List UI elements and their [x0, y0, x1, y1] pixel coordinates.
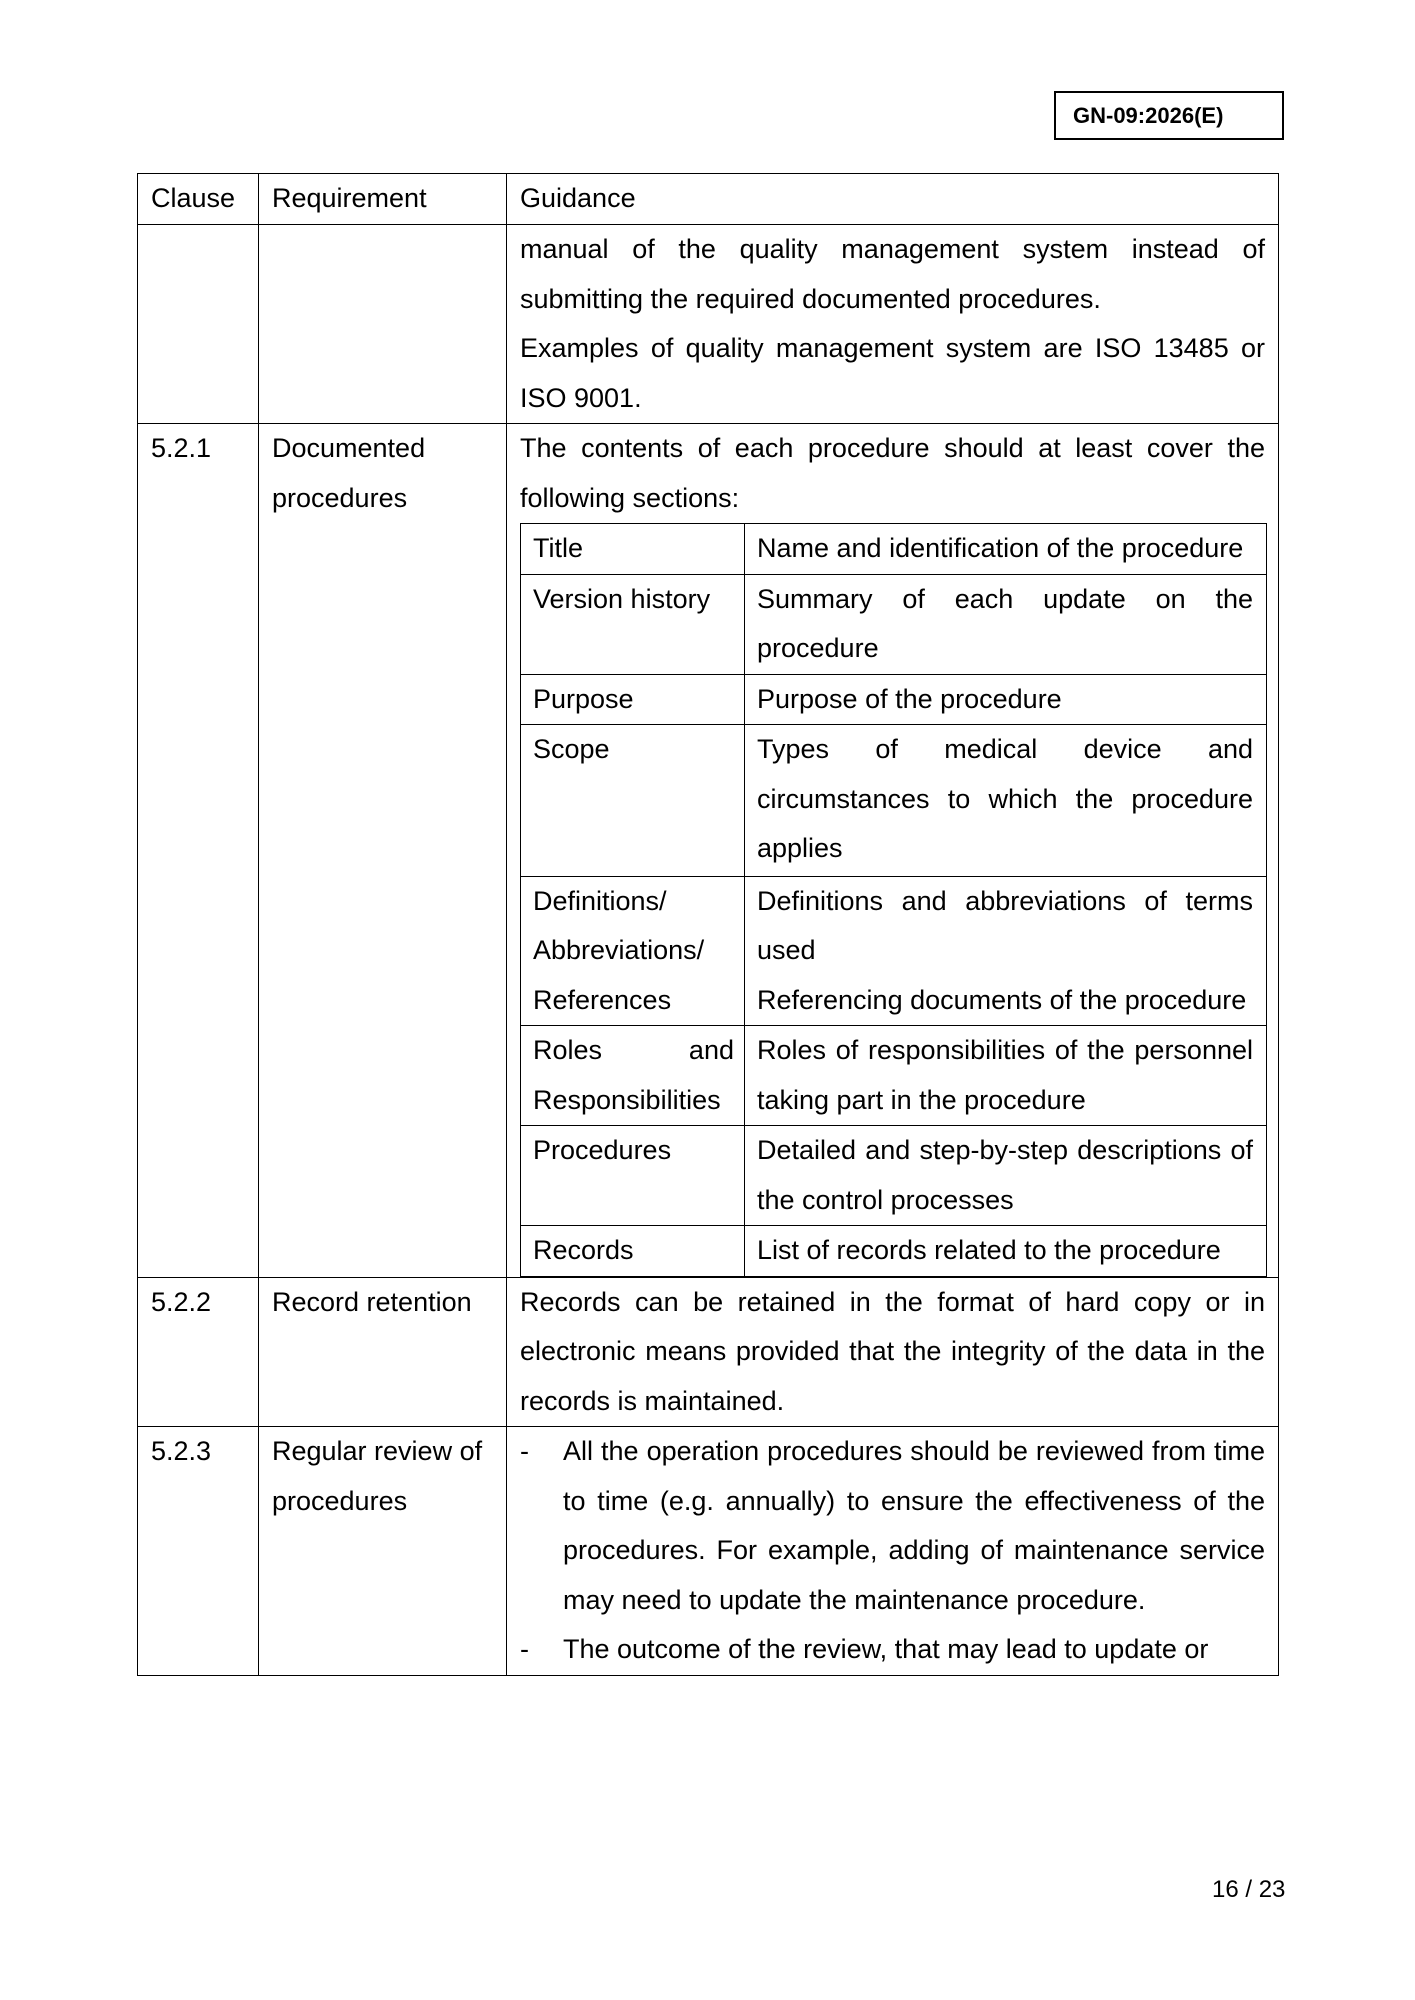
- bullet-text: All the operation procedures should be reviewed from time to time (e.g. annually) to ensure the effectiveness of the procedures. For example, adding of maintenance service may need to update the maintenance procedure.: [563, 1436, 1265, 1615]
- table-row-5-2-3: [138, 1427, 1279, 1676]
- section-description: Purpose of the procedure: [745, 674, 1267, 725]
- section-row: [521, 674, 1267, 725]
- procedure-sections-table: [520, 523, 1267, 1277]
- section-name: Scope: [521, 725, 745, 877]
- section-row: [521, 1026, 1267, 1126]
- continuation-paragraph: manual of the quality management system instead of submitting the required documented procedures.: [520, 234, 1265, 314]
- section-description: Types of medical device and circumstances to which the procedure applies: [745, 725, 1267, 877]
- document-id-box: [1054, 91, 1284, 140]
- requirement-text: Documented procedures: [259, 424, 507, 1278]
- section-name: Procedures: [521, 1126, 745, 1226]
- section-row: [521, 1226, 1267, 1277]
- continuation-paragraph: Examples of quality management system are ISO 13485 or ISO 9001.: [520, 333, 1265, 413]
- section-name: Definitions/ Abbreviations/ References: [521, 876, 745, 1026]
- bullet-item: [520, 1625, 1265, 1675]
- bullet-item: [520, 1427, 1265, 1625]
- bullet-marker: -: [520, 1634, 529, 1664]
- section-row: [521, 524, 1267, 575]
- header-clause: Clause: [138, 174, 259, 225]
- section-description: List of records related to the procedure: [745, 1226, 1267, 1277]
- clause-number: 5.2.3: [138, 1427, 259, 1676]
- section-row: [521, 725, 1267, 877]
- document-id: GN-09:2026(E): [1073, 103, 1224, 128]
- table-row-continuation: [138, 225, 1279, 424]
- section-row: [521, 574, 1267, 674]
- table-row-5-2-1: [138, 424, 1279, 1278]
- section-name: Title: [521, 524, 745, 575]
- bullet-text: The outcome of the review, that may lead to update or: [563, 1634, 1209, 1664]
- section-description: Definitions and abbreviations of terms used: [757, 885, 1253, 965]
- clause-number: 5.2.1: [138, 424, 259, 1278]
- section-description: Name and identification of the procedure: [745, 524, 1267, 575]
- bullet-marker: -: [520, 1436, 529, 1466]
- section-description: Detailed and step-by-step descriptions of the control processes: [745, 1126, 1267, 1226]
- header-requirement: Requirement: [259, 174, 507, 225]
- section-name: Records: [521, 1226, 745, 1277]
- section-name: Roles and Responsibilities: [521, 1026, 745, 1126]
- requirement-text: Record retention: [259, 1277, 507, 1427]
- table-row-5-2-2: [138, 1277, 1279, 1427]
- section-row: [521, 1126, 1267, 1226]
- section-row: [521, 876, 1267, 1026]
- clause-table: [137, 173, 1279, 1676]
- header-guidance: Guidance: [507, 174, 1279, 225]
- section-name: Version history: [521, 574, 745, 674]
- section-description: Summary of each update on the procedure: [745, 574, 1267, 674]
- section-name: Purpose: [521, 674, 745, 725]
- page-number: 16 / 23: [1212, 1876, 1286, 1903]
- section-description-2: Referencing documents of the procedure: [757, 984, 1247, 1015]
- guidance-text: Records can be retained in the format of hard copy or in electronic means provided that the integrity of the data in the records is maintained.: [507, 1277, 1279, 1427]
- clause-number: 5.2.2: [138, 1277, 259, 1427]
- guidance-intro: The contents of each procedure should at least cover the following sections:: [520, 433, 1265, 513]
- table-header-row: [138, 174, 1279, 225]
- requirement-text: Regular review of procedures: [259, 1427, 507, 1676]
- section-description: Roles of responsibilities of the personnel taking part in the procedure: [745, 1026, 1267, 1126]
